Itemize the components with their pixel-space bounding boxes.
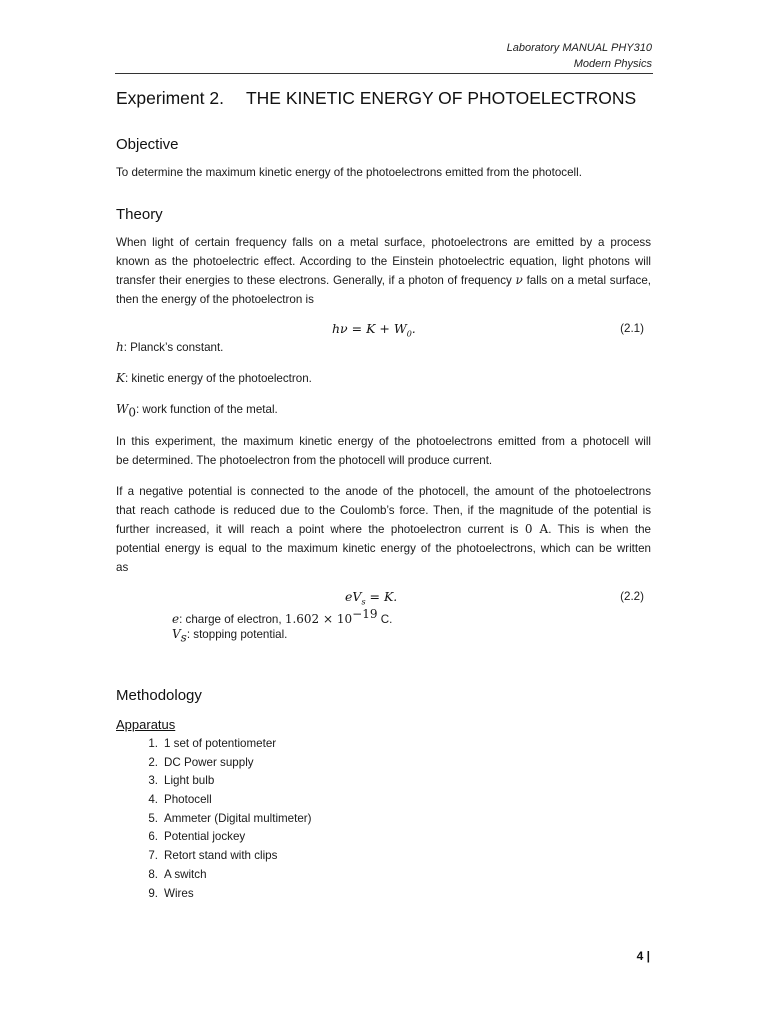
definition-k: K: kinetic energy of the photoelectron. — [116, 371, 312, 385]
theory-paragraph-1: When light of certain frequency falls on a metal surface, photoelectrons are emitted by a process known as the photoelectric effect. According to the Einstein photoelectric equation, light photons will transfer their energies to these electrons. Generally, if a photon of frequency ν falls on a metal surface, then the energy of the photoelectron is — [116, 236, 652, 306]
list-item: 1. 1 set of potentiometer — [148, 737, 277, 750]
objective-heading: Objective — [116, 136, 179, 153]
methodology-heading: Methodology — [116, 687, 202, 704]
definition-h: h: Planck’s constant. — [116, 340, 224, 354]
header-rule — [115, 73, 653, 74]
objective-text: To determine the maximum kinetic energy of the photoelectrons emitted from the photocell. — [116, 166, 582, 179]
definition-vs: $V_s$: stopping potential. — [172, 627, 288, 645]
list-item: 3. Light bulb — [148, 774, 215, 788]
theory-heading: Theory — [116, 206, 163, 223]
page-number: 4 | — [636, 949, 650, 963]
equation-2-1: $h\nu = K + W_0$. — [332, 321, 416, 339]
experiment-name: THE KINETIC ENERGY OF PHOTOELECTRONS — [245, 88, 637, 108]
equation-2-1-label: (2.1) — [620, 322, 644, 335]
list-item: 2. DC Power supply — [148, 755, 254, 769]
definition-e: e: charge of electron, $1.602 \times 10^{-19}$ C. — [172, 607, 393, 626]
header-course: Laboratory MANUAL PHY310 — [506, 42, 652, 54]
experiment-number: Experiment 2. — [116, 88, 224, 108]
experiment-title — [116, 88, 636, 109]
list-item: 9. Wires — [148, 886, 194, 900]
theory-paragraph-2: In this experiment, the maximum kinetic energy of the photoelectrons emitted from a photocell will be determined. The photoelectron from the photocell will produce current. — [116, 435, 651, 467]
list-item: 5. Ammeter (Digital multimeter) — [148, 811, 312, 825]
apparatus-list — [116, 735, 312, 903]
header-subject: Modern Physics — [573, 58, 652, 70]
list-item: 7. Retort stand with clips — [148, 849, 278, 863]
definition-w0: $W_0$: work function of the metal. — [116, 402, 278, 420]
list-item: 6. Potential jockey — [148, 830, 246, 844]
equation-2-2-label: (2.2) — [620, 590, 644, 603]
list-item: 4. Photocell — [148, 793, 212, 807]
equation-2-2: $eV_s = K$. — [345, 589, 398, 607]
apparatus-heading: Apparatus — [116, 717, 176, 732]
list-item: 8. A switch — [148, 867, 207, 881]
theory-paragraph-3: If a negative potential is connected to the anode of the photocell, the amount of the photoelectrons that reach cathode is reduced due to the Coulomb’s force. Then, if the magnitude of the potential is further increased, it will reach a point where the photoelectron current is 0 A. This is when the potential energy is equal to the maximum kinetic energy of the photoelectrons, which can be written as — [116, 485, 651, 574]
